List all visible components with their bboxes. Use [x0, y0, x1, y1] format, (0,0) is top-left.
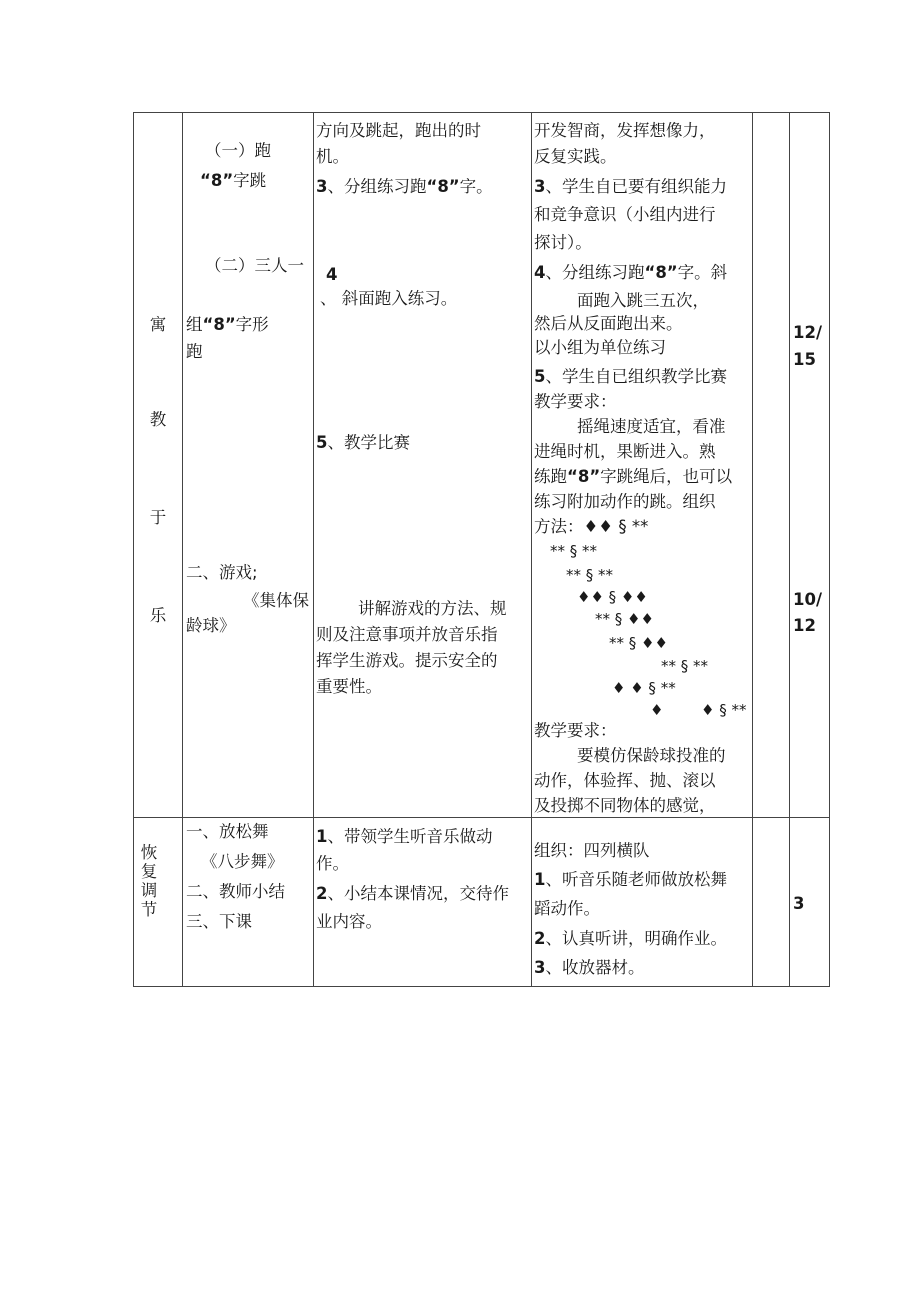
figure-eight-mark: “8” [202, 315, 236, 334]
org-text: 开发智商，发挥想像力， [534, 121, 716, 140]
content-text: 字跳 [233, 171, 267, 190]
col-border [313, 112, 314, 987]
org-text: 、收放器材。 [545, 958, 645, 977]
org-text-run8 [534, 466, 732, 488]
time-value: 12 [793, 616, 816, 635]
method-item-2 [316, 883, 509, 905]
content-game-name: 《集体保 [243, 591, 309, 610]
content-run-heading: （一）跑 [205, 141, 271, 160]
figure-eight-mark: “8” [567, 467, 601, 486]
formation-row: ** § ** [566, 566, 614, 584]
org-text: 练习附加动作的跳。组织 [534, 492, 716, 511]
org-text: 及投掷不同物体的感觉， [534, 796, 716, 815]
formation-row: ** § ** [550, 542, 598, 560]
org-text: 、学生自已组织教学比赛 [545, 367, 727, 386]
row-divider [133, 817, 830, 818]
formation-row: ♦♦ § ♦♦ [577, 588, 648, 606]
org-requirement-heading: 教学要求： [534, 392, 617, 411]
org-item-5 [534, 366, 727, 388]
method-game-text: 挥学生游戏。提示安全的 [316, 651, 498, 670]
formation-row: ** § ♦♦ [595, 610, 654, 628]
org-item-3 [534, 957, 644, 979]
org-text: 练跑 [534, 467, 567, 486]
org-text: 蹈动作。 [534, 899, 600, 918]
item-number: 5 [316, 433, 328, 452]
col-border [752, 112, 753, 987]
formation-row: ♦ § ** [701, 701, 747, 719]
org-text: 字。斜 [677, 263, 728, 282]
content-text: 一、放松舞 [186, 822, 269, 841]
col-border [829, 112, 830, 987]
section-label-char: 调 [140, 881, 158, 900]
section-label-char: 乐 [149, 606, 167, 625]
section-label-char: 教 [149, 410, 167, 429]
content-text: 字形 [235, 315, 269, 334]
content-text: 《八步舞》 [201, 852, 284, 871]
item-number: 3 [316, 177, 328, 196]
section-label-char: 寓 [149, 315, 167, 334]
col-border [531, 112, 532, 987]
org-text: 字跳绳后，也可以 [600, 467, 733, 486]
time-value: 15 [793, 350, 816, 369]
formation-row: ♦ [650, 701, 664, 719]
org-item-4 [534, 262, 727, 284]
method-item-5 [316, 432, 410, 454]
method-text: 业内容。 [316, 912, 382, 931]
method-item-1 [316, 826, 492, 848]
org-text: 要模仿保龄球投准的 [577, 746, 726, 765]
org-text: 面跑入跳三五次， [577, 291, 709, 310]
content-game-name: 龄球》 [186, 616, 236, 635]
content-three-group [186, 314, 269, 336]
org-text: 、听音乐随老师做放松舞 [545, 870, 727, 889]
time-value: 10/ [793, 590, 822, 609]
org-requirement-heading: 教学要求： [534, 721, 617, 740]
time-value: 12/ [793, 323, 822, 342]
org-text: 然后从反面跑出来。 [534, 314, 683, 333]
method-text: 方向及跳起，跑出的时 [316, 121, 481, 140]
item-number: 1 [316, 827, 328, 846]
section-label-char: 节 [140, 900, 158, 919]
figure-eight-mark: “8” [426, 177, 460, 196]
content-text: 组 [186, 315, 203, 334]
org-item-2 [534, 928, 727, 950]
method-text: 、教学比赛 [327, 433, 410, 452]
method-text: 、分组练习跑 [327, 177, 427, 196]
org-text: 、学生自已要有组织能力 [545, 177, 727, 196]
method-item-4: 、 斜面跑入练习。 [320, 289, 458, 308]
table-bottom-border [133, 986, 830, 987]
method-game-text: 讲解游戏的方法、规 [358, 599, 507, 618]
section-label-char: 于 [149, 508, 167, 527]
method-text: 、小结本课情况，交待作 [327, 884, 509, 903]
method-text: 机。 [316, 147, 349, 166]
method-game-text: 则及注意事项并放音乐指 [316, 625, 498, 644]
formation-row: ** § ♦♦ [609, 634, 668, 652]
method-text: 作。 [316, 854, 349, 873]
org-text: 、认真听讲，明确作业。 [545, 929, 727, 948]
item-number: 2 [316, 884, 328, 903]
org-text: 动作，体验挥、抛、滚以 [534, 771, 716, 790]
item-number: 4 [534, 263, 546, 282]
org-text: 、分组练习跑 [545, 263, 645, 282]
org-text: 探讨）。 [534, 233, 592, 252]
item-number: 3 [534, 177, 546, 196]
content-text: 三、下课 [186, 912, 252, 931]
org-text: 组织：四列横队 [534, 841, 650, 860]
content-game-heading: 二、游戏; [186, 563, 258, 582]
org-text: 以小组为单位练习 [534, 338, 666, 357]
formation-row: ♦ ♦ § ** [612, 679, 676, 697]
org-text: 和竞争意识（小组内进行 [534, 205, 716, 224]
org-text: 反复实践。 [534, 147, 617, 166]
org-item-3 [534, 176, 727, 198]
time-value: 3 [793, 894, 805, 913]
content-text: 二、教师小结 [186, 882, 285, 901]
content-run-8 [200, 170, 266, 192]
col-border [789, 112, 790, 987]
org-text: 方法：♦♦ § ** [534, 517, 649, 536]
figure-eight-mark: “8” [200, 171, 234, 190]
item-number: 2 [534, 929, 546, 948]
item-number: 4 [326, 265, 338, 284]
org-item-1 [534, 869, 727, 891]
method-text: 字。 [459, 177, 493, 196]
item-number: 5 [534, 367, 546, 386]
section-label-char: 恢 [140, 843, 158, 862]
figure-eight-mark: “8” [644, 263, 678, 282]
content-three-run: 跑 [186, 342, 203, 361]
table-top-border [133, 112, 830, 113]
item-number: 1 [534, 870, 546, 889]
method-text: 、带领学生听音乐做动 [327, 827, 493, 846]
content-three-heading: （二）三人一 [205, 256, 304, 275]
method-game-text: 重要性。 [316, 677, 382, 696]
org-text: 进绳时机，果断进入。熟 [534, 442, 716, 461]
org-text: 摇绳速度适宜，看准 [577, 417, 726, 436]
formation-row: ** § ** [661, 657, 709, 675]
item-number: 3 [534, 958, 546, 977]
method-item-3 [316, 176, 493, 198]
col-border [133, 112, 134, 987]
section-label-char: 复 [140, 862, 158, 881]
col-border [182, 112, 183, 987]
